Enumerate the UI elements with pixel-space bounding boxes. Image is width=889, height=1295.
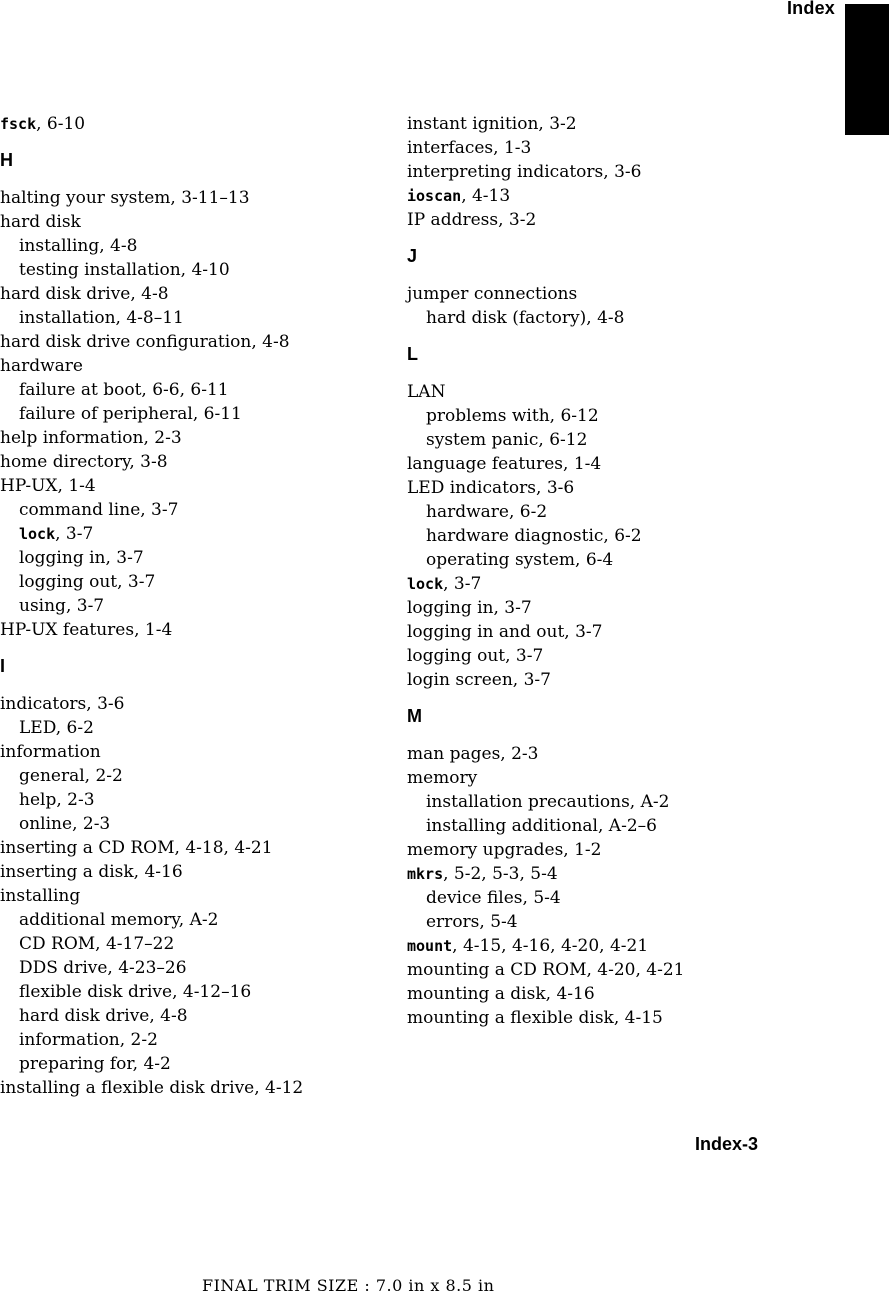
entry-text: installing, 4-8 bbox=[19, 236, 138, 256]
entry-text: failure at boot, 6-6, 6-11 bbox=[19, 380, 229, 400]
index-section-letter: M bbox=[407, 706, 422, 726]
entry-text: hardware diagnostic, 6-2 bbox=[426, 526, 642, 546]
entry-text: language features, 1-4 bbox=[407, 454, 602, 474]
index-entry bbox=[407, 742, 807, 766]
index-entry bbox=[407, 838, 807, 862]
entry-text: home directory, 3-8 bbox=[0, 452, 168, 472]
index-entry bbox=[0, 112, 400, 136]
entry-text: , 4-15, 4-16, 4-20, 4-21 bbox=[452, 936, 649, 956]
entry-text: command line, 3-7 bbox=[19, 500, 179, 520]
entry-text: HP-UX, 1-4 bbox=[0, 476, 96, 496]
index-subentry bbox=[407, 548, 807, 572]
index-subentry bbox=[0, 378, 400, 402]
index-entry bbox=[407, 452, 807, 476]
index-entry bbox=[407, 982, 807, 1006]
index-subentry bbox=[0, 908, 400, 932]
index-subentry bbox=[0, 234, 400, 258]
entry-text: device files, 5-4 bbox=[426, 888, 561, 908]
index-subentry bbox=[407, 790, 807, 814]
index-entry bbox=[407, 572, 807, 596]
entry-text: installation, 4-8–11 bbox=[19, 308, 184, 328]
entry-text: help, 2-3 bbox=[19, 790, 95, 810]
running-header-title: Index bbox=[786, 0, 835, 18]
index-subentry bbox=[0, 306, 400, 330]
command-keyword: fsck bbox=[0, 115, 37, 133]
index-entry bbox=[407, 1006, 807, 1030]
entry-text: problems with, 6-12 bbox=[426, 406, 599, 426]
entry-text: interpreting indicators, 3-6 bbox=[407, 162, 642, 182]
entry-text: HP-UX features, 1-4 bbox=[0, 620, 173, 640]
entry-text: CD ROM, 4-17–22 bbox=[19, 934, 175, 954]
entry-text: installing bbox=[0, 886, 81, 906]
entry-text: additional memory, A-2 bbox=[19, 910, 219, 930]
index-entry bbox=[407, 644, 807, 668]
index-entry bbox=[407, 380, 807, 404]
index-section-letter: L bbox=[407, 344, 418, 364]
entry-text: mounting a flexible disk, 4-15 bbox=[407, 1008, 663, 1028]
index-subentry bbox=[0, 570, 400, 594]
index-subentry bbox=[0, 522, 400, 546]
index-subentry bbox=[407, 404, 807, 428]
entry-text: hard disk drive configuration, 4-8 bbox=[0, 332, 290, 352]
command-keyword: ioscan bbox=[407, 187, 462, 205]
index-subentry bbox=[407, 500, 807, 524]
index-subentry bbox=[0, 956, 400, 980]
index-entry bbox=[0, 836, 400, 860]
command-keyword: lock bbox=[407, 575, 444, 593]
entry-text: hard disk drive, 4-8 bbox=[0, 284, 169, 304]
entry-text: logging out, 3-7 bbox=[19, 572, 156, 592]
index-entry bbox=[407, 208, 807, 232]
entry-text: logging out, 3-7 bbox=[407, 646, 544, 666]
index-subentry bbox=[407, 524, 807, 548]
entry-text: man pages, 2-3 bbox=[407, 744, 539, 764]
index-subentry bbox=[0, 498, 400, 522]
index-entry bbox=[0, 330, 400, 354]
index-subentry bbox=[0, 1052, 400, 1076]
index-subentry bbox=[407, 910, 807, 934]
command-keyword: mount bbox=[407, 937, 453, 955]
index-entry bbox=[0, 884, 400, 908]
entry-text: hard disk bbox=[0, 212, 81, 232]
index-entry bbox=[0, 354, 400, 378]
index-entry bbox=[407, 184, 807, 208]
index-entry bbox=[0, 618, 400, 642]
entry-text: mounting a disk, 4-16 bbox=[407, 984, 595, 1004]
entry-text: flexible disk drive, 4-12–16 bbox=[19, 982, 252, 1002]
entry-text: , 4-13 bbox=[461, 186, 511, 206]
index-entry bbox=[0, 474, 400, 498]
entry-text: LAN bbox=[407, 382, 446, 402]
entry-text: interfaces, 1-3 bbox=[407, 138, 532, 158]
entry-text: testing installation, 4-10 bbox=[19, 260, 230, 280]
entry-text: logging in and out, 3-7 bbox=[407, 622, 603, 642]
entry-text: logging in, 3-7 bbox=[19, 548, 144, 568]
index-entry bbox=[407, 668, 807, 692]
entry-text: system panic, 6-12 bbox=[426, 430, 588, 450]
entry-text: information, 2-2 bbox=[19, 1030, 158, 1050]
entry-text: installation precautions, A-2 bbox=[426, 792, 670, 812]
index-entry bbox=[407, 934, 807, 958]
entry-text: instant ignition, 3-2 bbox=[407, 114, 577, 134]
index-entry bbox=[0, 860, 400, 884]
index-subentry bbox=[0, 546, 400, 570]
index-entry bbox=[407, 282, 807, 306]
index-subentry bbox=[407, 814, 807, 838]
index-subentry bbox=[0, 788, 400, 812]
entry-text: login screen, 3-7 bbox=[407, 670, 551, 690]
entry-text: , 3-7 bbox=[443, 574, 482, 594]
entry-text: general, 2-2 bbox=[19, 766, 123, 786]
index-entry bbox=[407, 862, 807, 886]
entry-text: hardware, 6-2 bbox=[426, 502, 548, 522]
index-subentry bbox=[0, 594, 400, 618]
index-entry bbox=[0, 186, 400, 210]
index-subentry bbox=[0, 258, 400, 282]
index-entry bbox=[407, 136, 807, 160]
entry-text: DDS drive, 4-23–26 bbox=[19, 958, 187, 978]
entry-text: operating system, 6-4 bbox=[426, 550, 614, 570]
index-entry bbox=[0, 740, 400, 764]
entry-text: hardware bbox=[0, 356, 83, 376]
entry-text: indicators, 3-6 bbox=[0, 694, 125, 714]
index-entry bbox=[0, 450, 400, 474]
index-subentry bbox=[0, 812, 400, 836]
entry-text: failure of peripheral, 6-11 bbox=[19, 404, 242, 424]
entry-text: errors, 5-4 bbox=[426, 912, 518, 932]
index-subentry bbox=[0, 1028, 400, 1052]
index-entry bbox=[407, 596, 807, 620]
entry-text: , 6-10 bbox=[36, 114, 86, 134]
index-entry bbox=[0, 1076, 400, 1100]
entry-text: inserting a CD ROM, 4-18, 4-21 bbox=[0, 838, 273, 858]
command-keyword: lock bbox=[19, 525, 56, 543]
entry-text: installing a flexible disk drive, 4-12 bbox=[0, 1078, 304, 1098]
index-entry bbox=[407, 112, 807, 136]
index-subentry bbox=[407, 306, 807, 330]
index-subentry bbox=[0, 932, 400, 956]
entry-text: logging in, 3-7 bbox=[407, 598, 532, 618]
trim-size-note: FINAL TRIM SIZE : 7.0 in x 8.5 in bbox=[202, 1276, 495, 1295]
index-entry bbox=[407, 476, 807, 500]
entry-text: halting your system, 3-11–13 bbox=[0, 188, 250, 208]
entry-text: jumper connections bbox=[407, 284, 578, 304]
entry-text: help information, 2-3 bbox=[0, 428, 182, 448]
entry-text: information bbox=[0, 742, 101, 762]
page-number: Index-3 bbox=[695, 1134, 759, 1154]
entry-text: memory upgrades, 1-2 bbox=[407, 840, 602, 860]
entry-text: LED indicators, 3-6 bbox=[407, 478, 575, 498]
index-entry bbox=[0, 282, 400, 306]
index-entry bbox=[0, 692, 400, 716]
entry-text: installing additional, A-2–6 bbox=[426, 816, 657, 836]
index-subentry bbox=[407, 428, 807, 452]
entry-text: online, 2-3 bbox=[19, 814, 111, 834]
index-entry bbox=[0, 210, 400, 234]
index-subentry bbox=[0, 1004, 400, 1028]
index-entry bbox=[407, 160, 807, 184]
entry-text: inserting a disk, 4-16 bbox=[0, 862, 183, 882]
index-subentry bbox=[407, 886, 807, 910]
index-subentry bbox=[0, 764, 400, 788]
index-entry bbox=[407, 766, 807, 790]
section-thumb-tab bbox=[845, 4, 889, 135]
entry-text: memory bbox=[407, 768, 478, 788]
index-section-letter: I bbox=[0, 656, 6, 676]
index-section-letter: H bbox=[0, 150, 13, 170]
index-column-right bbox=[407, 112, 807, 1030]
command-keyword: mkrs bbox=[407, 865, 444, 883]
entry-text: IP address, 3-2 bbox=[407, 210, 537, 230]
index-entry bbox=[407, 958, 807, 982]
entry-text: LED, 6-2 bbox=[19, 718, 94, 738]
index-entry bbox=[0, 426, 400, 450]
entry-text: hard disk (factory), 4-8 bbox=[426, 308, 625, 328]
index-subentry bbox=[0, 402, 400, 426]
index-entry bbox=[407, 620, 807, 644]
entry-text: using, 3-7 bbox=[19, 596, 105, 616]
entry-text: preparing for, 4-2 bbox=[19, 1054, 171, 1074]
index-section-letter: J bbox=[407, 246, 418, 266]
entry-text: mounting a CD ROM, 4-20, 4-21 bbox=[407, 960, 685, 980]
entry-text: , 3-7 bbox=[55, 524, 94, 544]
index-subentry bbox=[0, 980, 400, 1004]
entry-text: , 5-2, 5-3, 5-4 bbox=[443, 864, 558, 884]
entry-text: hard disk drive, 4-8 bbox=[19, 1006, 188, 1026]
index-column-left bbox=[0, 112, 400, 1100]
index-subentry bbox=[0, 716, 400, 740]
